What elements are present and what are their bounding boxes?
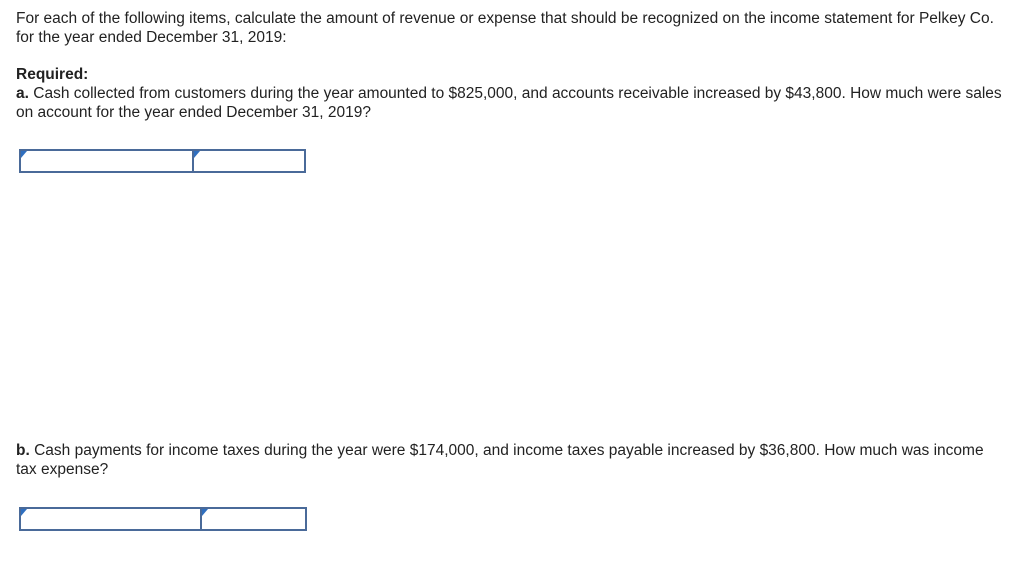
required-heading: Required: [16,66,89,83]
question-a-text: Cash collected from customers during the year amounted to $825,000, and accounts receivable increased by $43,800. How much were sales on account for the year ended December 31, 2019? [16,85,1002,121]
question-b-text: Cash payments for income taxes during the year were $174,000, and income taxes payable increased by $36,800. How much was income tax expense? [16,442,984,478]
answer-a-amount-input[interactable] [194,151,304,171]
instructions-text: For each of the following items, calculate the amount of revenue or expense that should be recognized on the income statement for Pelkey Co. for the year ended December 31, 2019: [16,10,994,46]
question-a-letter: a. [16,85,29,102]
question-a [16,84,1006,122]
question-b [16,441,1006,479]
answer-b-label-cell [19,507,202,531]
answer-row-a [19,149,306,171]
answer-b-amount-cell [202,507,307,531]
answer-row-b [19,507,307,529]
answer-a-label-cell [19,149,194,173]
answer-a-amount-cell [194,149,306,173]
answer-b-label-input[interactable] [21,509,200,529]
answer-a-label-input[interactable] [21,151,192,171]
question-b-letter: b. [16,442,30,459]
answer-b-amount-input[interactable] [202,509,305,529]
